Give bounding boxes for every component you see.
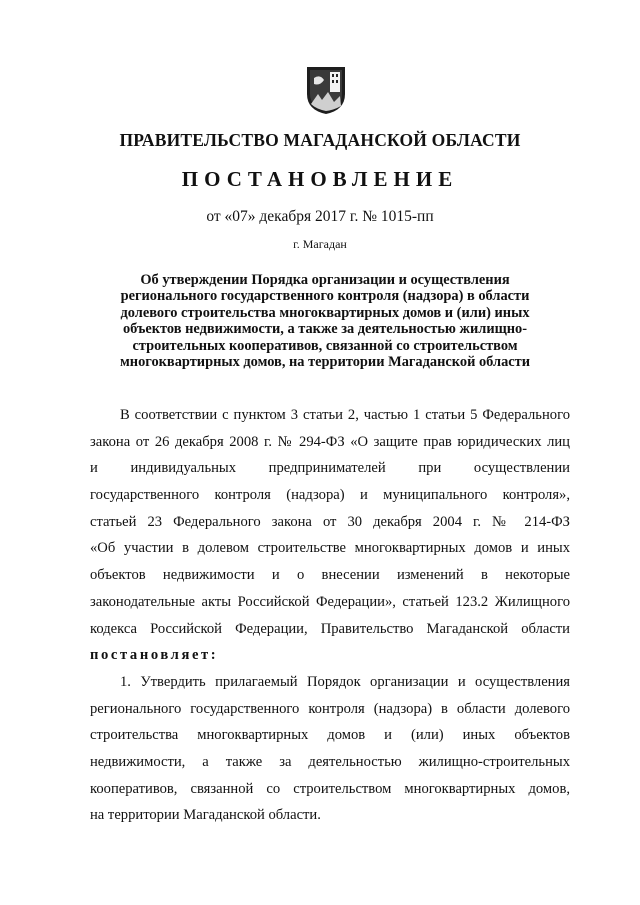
subject-line: объектов недвижимости, а также за деятельностью жилищно- bbox=[122, 321, 528, 338]
subject-line: долевого строительства многоквартирных домов и (или) иных bbox=[120, 304, 530, 321]
subject-line: строительных кооперативов, связанной со строительством bbox=[132, 337, 518, 354]
document-type: ПОСТАНОВЛЕНИЕ bbox=[181, 167, 459, 191]
body-line: недвижимости, а также за деятельностью жилищно-строительных bbox=[90, 753, 570, 770]
document-subject bbox=[80, 272, 570, 370]
body-line: кооперативов, связанной со строительством многоквартирных домов, bbox=[90, 780, 570, 797]
body-line: «Об участии в долевом строительстве многоквартирных домов и иных bbox=[90, 540, 570, 557]
coat-of-arms-icon bbox=[304, 64, 348, 116]
body-line: кодекса Российской Федерации, Правительство Магаданской области bbox=[90, 620, 570, 637]
subject-line: многоквартирных домов, на территории Магаданской области bbox=[119, 354, 531, 371]
body-line: 1. Утвердить прилагаемый Порядок организации и осуществления bbox=[120, 673, 570, 690]
body-line: строительства многоквартирных домов и (или) иных объектов bbox=[90, 727, 570, 744]
body-line: объектов недвижимости и о внесении изменений в некоторые bbox=[90, 567, 570, 584]
document-body bbox=[90, 402, 570, 829]
resolves-word: постановляет: bbox=[90, 647, 219, 664]
body-line: регионального государственного контроля (надзора) в области долевого bbox=[90, 700, 570, 717]
subject-line: Об утверждении Порядка организации и осуществления bbox=[140, 272, 510, 288]
government-name: ПРАВИТЕЛЬСТВО МАГАДАНСКОЙ ОБЛАСТИ bbox=[119, 130, 521, 150]
date-and-number: от «07» декабря 2017 г. № 1015-пп bbox=[206, 208, 434, 225]
body-line: на территории Магаданской области. bbox=[90, 807, 321, 824]
body-line: и индивидуальных предпринимателей при осуществлении bbox=[90, 460, 570, 477]
body-line: статьей 23 Федерального закона от 30 декабря 2004 г. № 214-ФЗ bbox=[90, 513, 570, 530]
body-line: В соответствии с пунктом 3 статьи 2, частью 1 статьи 5 Федерального bbox=[120, 407, 570, 423]
subject-line: регионального государственного контроля (надзора) в области bbox=[120, 288, 530, 305]
body-line: закона от 26 декабря 2008 г. № 294-ФЗ «О защите прав юридических лиц bbox=[90, 433, 570, 450]
body-line: законодательные акты Российской Федерации», статьей 123.2 Жилищного bbox=[90, 593, 570, 610]
body-line: государственного контроля (надзора) и муниципального контроля», bbox=[90, 487, 570, 504]
city: г. Магадан bbox=[293, 237, 347, 251]
